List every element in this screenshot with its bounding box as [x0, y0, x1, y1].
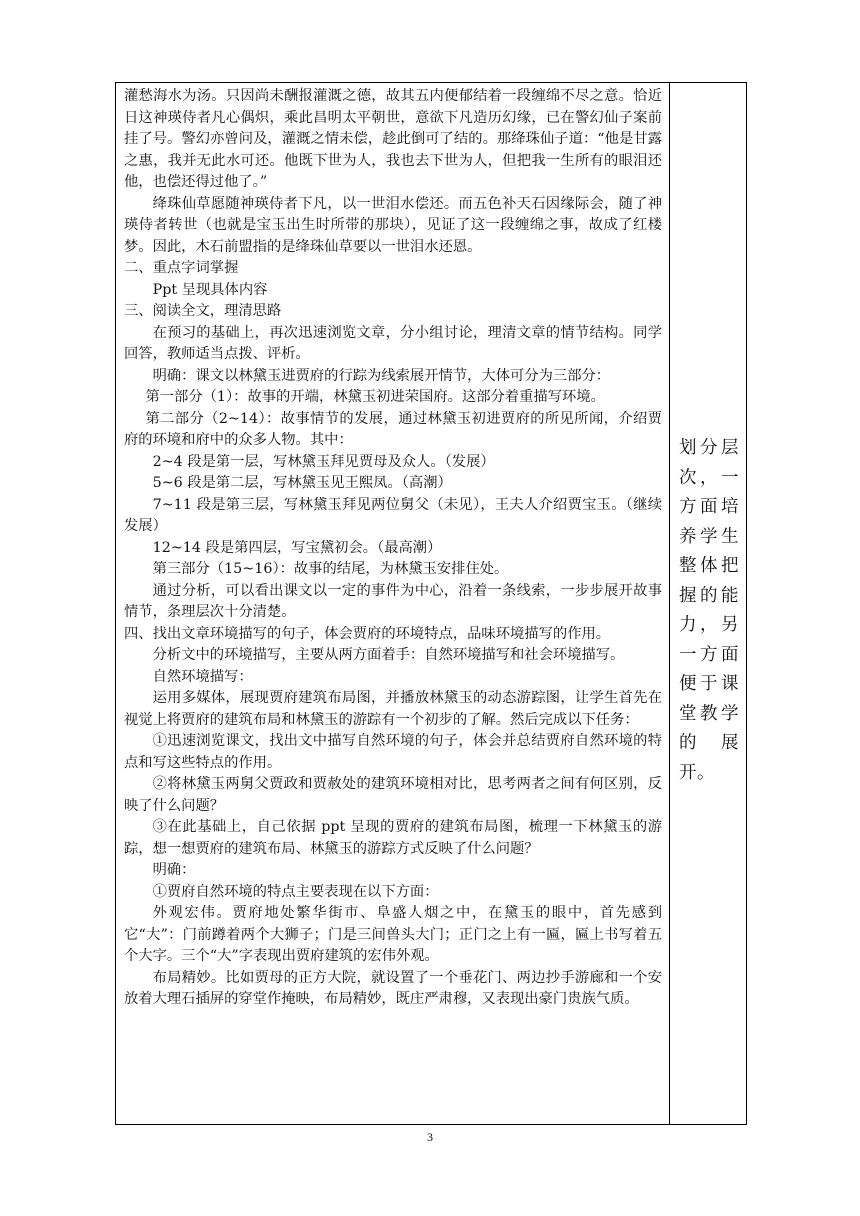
- teaching-content-cell: [116, 83, 669, 1124]
- design-intent-cell: [670, 83, 748, 1124]
- content-paragraph: 三、阅读全文，理清思路: [124, 303, 282, 319]
- content-paragraph: 在预习的基础上，再次迅速浏览文章，分小组讨论，理清文章的情节结构。同学回答，教师适当点拨、评析。: [124, 324, 662, 362]
- page-number: 3: [427, 1130, 433, 1144]
- content-paragraph: 明确：课文以林黛玉进贾府的行踪为线索展开情节，大体可分为三部分：: [152, 367, 611, 384]
- content-paragraph: 明确：: [152, 862, 196, 878]
- content-paragraph: 绛珠仙草愿随神瑛侍者下凡，以一世泪水偿还。而五色补天石因缘际会，随了神瑛侍者转世（也就是宝玉出生时所带的那块），见证了这一段缠绵之事，故成了红楼梦。因此，木石前盟指的是绛珠仙草要以一世泪水还恩。: [124, 195, 662, 255]
- content-paragraph: 7~11 段是第三层，写林黛玉拜见两位舅父（未见），王夫人介绍贾宝玉。（继续发展）: [124, 496, 662, 534]
- content-paragraph: 外观宏伟。贾府地处繁华街市、阜盛人烟之中，在黛玉的眼中，首先感到它“大”：门前蹲着两个大狮子；门是三间兽头大门；正门之上有一匾，匾上书写着五个大字。三个“大”字表现出贾府建筑的宏伟外观。: [124, 905, 662, 964]
- design-intent-note: 划分层次，一方面培养学生整体把握的能力，另一方面便于课堂教学的展开。: [679, 438, 739, 783]
- content-paragraph: 12~14 段是第四层，写宝黛初会。（最高潮）: [152, 539, 442, 556]
- content-paragraph: 第一部分（1）：故事的开端，林黛玉初进荣国府。这部分着重描写环境。: [145, 389, 605, 405]
- content-paragraph: 二、重点字词掌握: [124, 260, 239, 276]
- content-paragraph: 2~4 段是第一层，写林黛玉拜见贾母及众人。（发展）: [152, 453, 495, 470]
- content-paragraph: 布局精妙。比如贾母的正方大院，就设置了一个垂花门、两边抄手游廊和一个安放着大理石插屏的穿堂作掩映，布局精妙，既庄严肃穆，又表现出豪门贵族气质。: [124, 969, 662, 1007]
- content-paragraph: 四、找出文章环境描写的句子，体会贾府的环境特点，品味环境描写的作用。: [124, 625, 611, 642]
- content-paragraph: 灌愁海水为汤。只因尚未酬报灌溉之德，故其五内便郁结着一段缠绵不尽之意。恰近日这神瑛侍者凡心偶炽，乘此昌明太平朝世，意欲下凡造历幻缘，已在警幻仙子案前挂了号。警幻亦曾问及，灌溉之情未偿，趁此倒可了结的。那绛珠仙子道：“他是甘露之惠，我并无此水可还。他既下世为人，我也去下世为人，但把我一生所有的眼泪还他，也偿还得过他了。”: [124, 88, 662, 190]
- content-paragraph: 第三部分（15~16）：故事的结尾，为林黛玉安排住处。: [152, 561, 509, 577]
- content-paragraph: 分析文中的环境描写，主要从两方面着手：自然环境描写和社会环境描写。: [152, 647, 625, 663]
- content-paragraph: 第二部分（2~14）：故事情节的发展，通过林黛玉初进贾府的所见所闻，介绍贾府的环境和府中的众多人物。其中：: [124, 410, 662, 448]
- content-paragraph: ②将林黛玉两舅父贾政和贾赦处的建筑环境相对比，思考两者之间有何区别，反映了什么问题？: [124, 776, 662, 814]
- content-paragraph: Ppt 呈现具体内容: [152, 281, 268, 298]
- content-paragraph: 通过分析，可以看出课文以一定的事件为中心，沿着一条线索，一步步展开故事情节，条理层次十分清楚。: [124, 582, 662, 620]
- content-paragraph: ③在此基础上，自己依据 ppt 呈现的贾府的建筑布局图，梳理一下林黛玉的游踪，想一想贾府的建筑布局、林黛玉的游踪方式反映了什么问题？: [124, 819, 662, 857]
- content-paragraph: 5~6 段是第二层，写林黛玉见王熙凤。（高潮）: [152, 475, 452, 491]
- content-paragraph: 运用多媒体，展现贾府建筑布局图，并播放林黛玉的动态游踪图，让学生首先在视觉上将贾府的建筑布局和林黛玉的游踪有一个初步的了解。然后完成以下任务：: [124, 690, 662, 728]
- content-paragraph: ①贾府自然环境的特点主要表现在以下方面：: [152, 883, 439, 900]
- content-paragraph: ①迅速浏览课文，找出文中描写自然环境的句子，体会并总结贾府自然环境的特点和写这些特点的作用。: [124, 733, 662, 771]
- lesson-plan-table: [115, 82, 747, 1125]
- content-paragraph: 自然环境描写：: [152, 668, 253, 685]
